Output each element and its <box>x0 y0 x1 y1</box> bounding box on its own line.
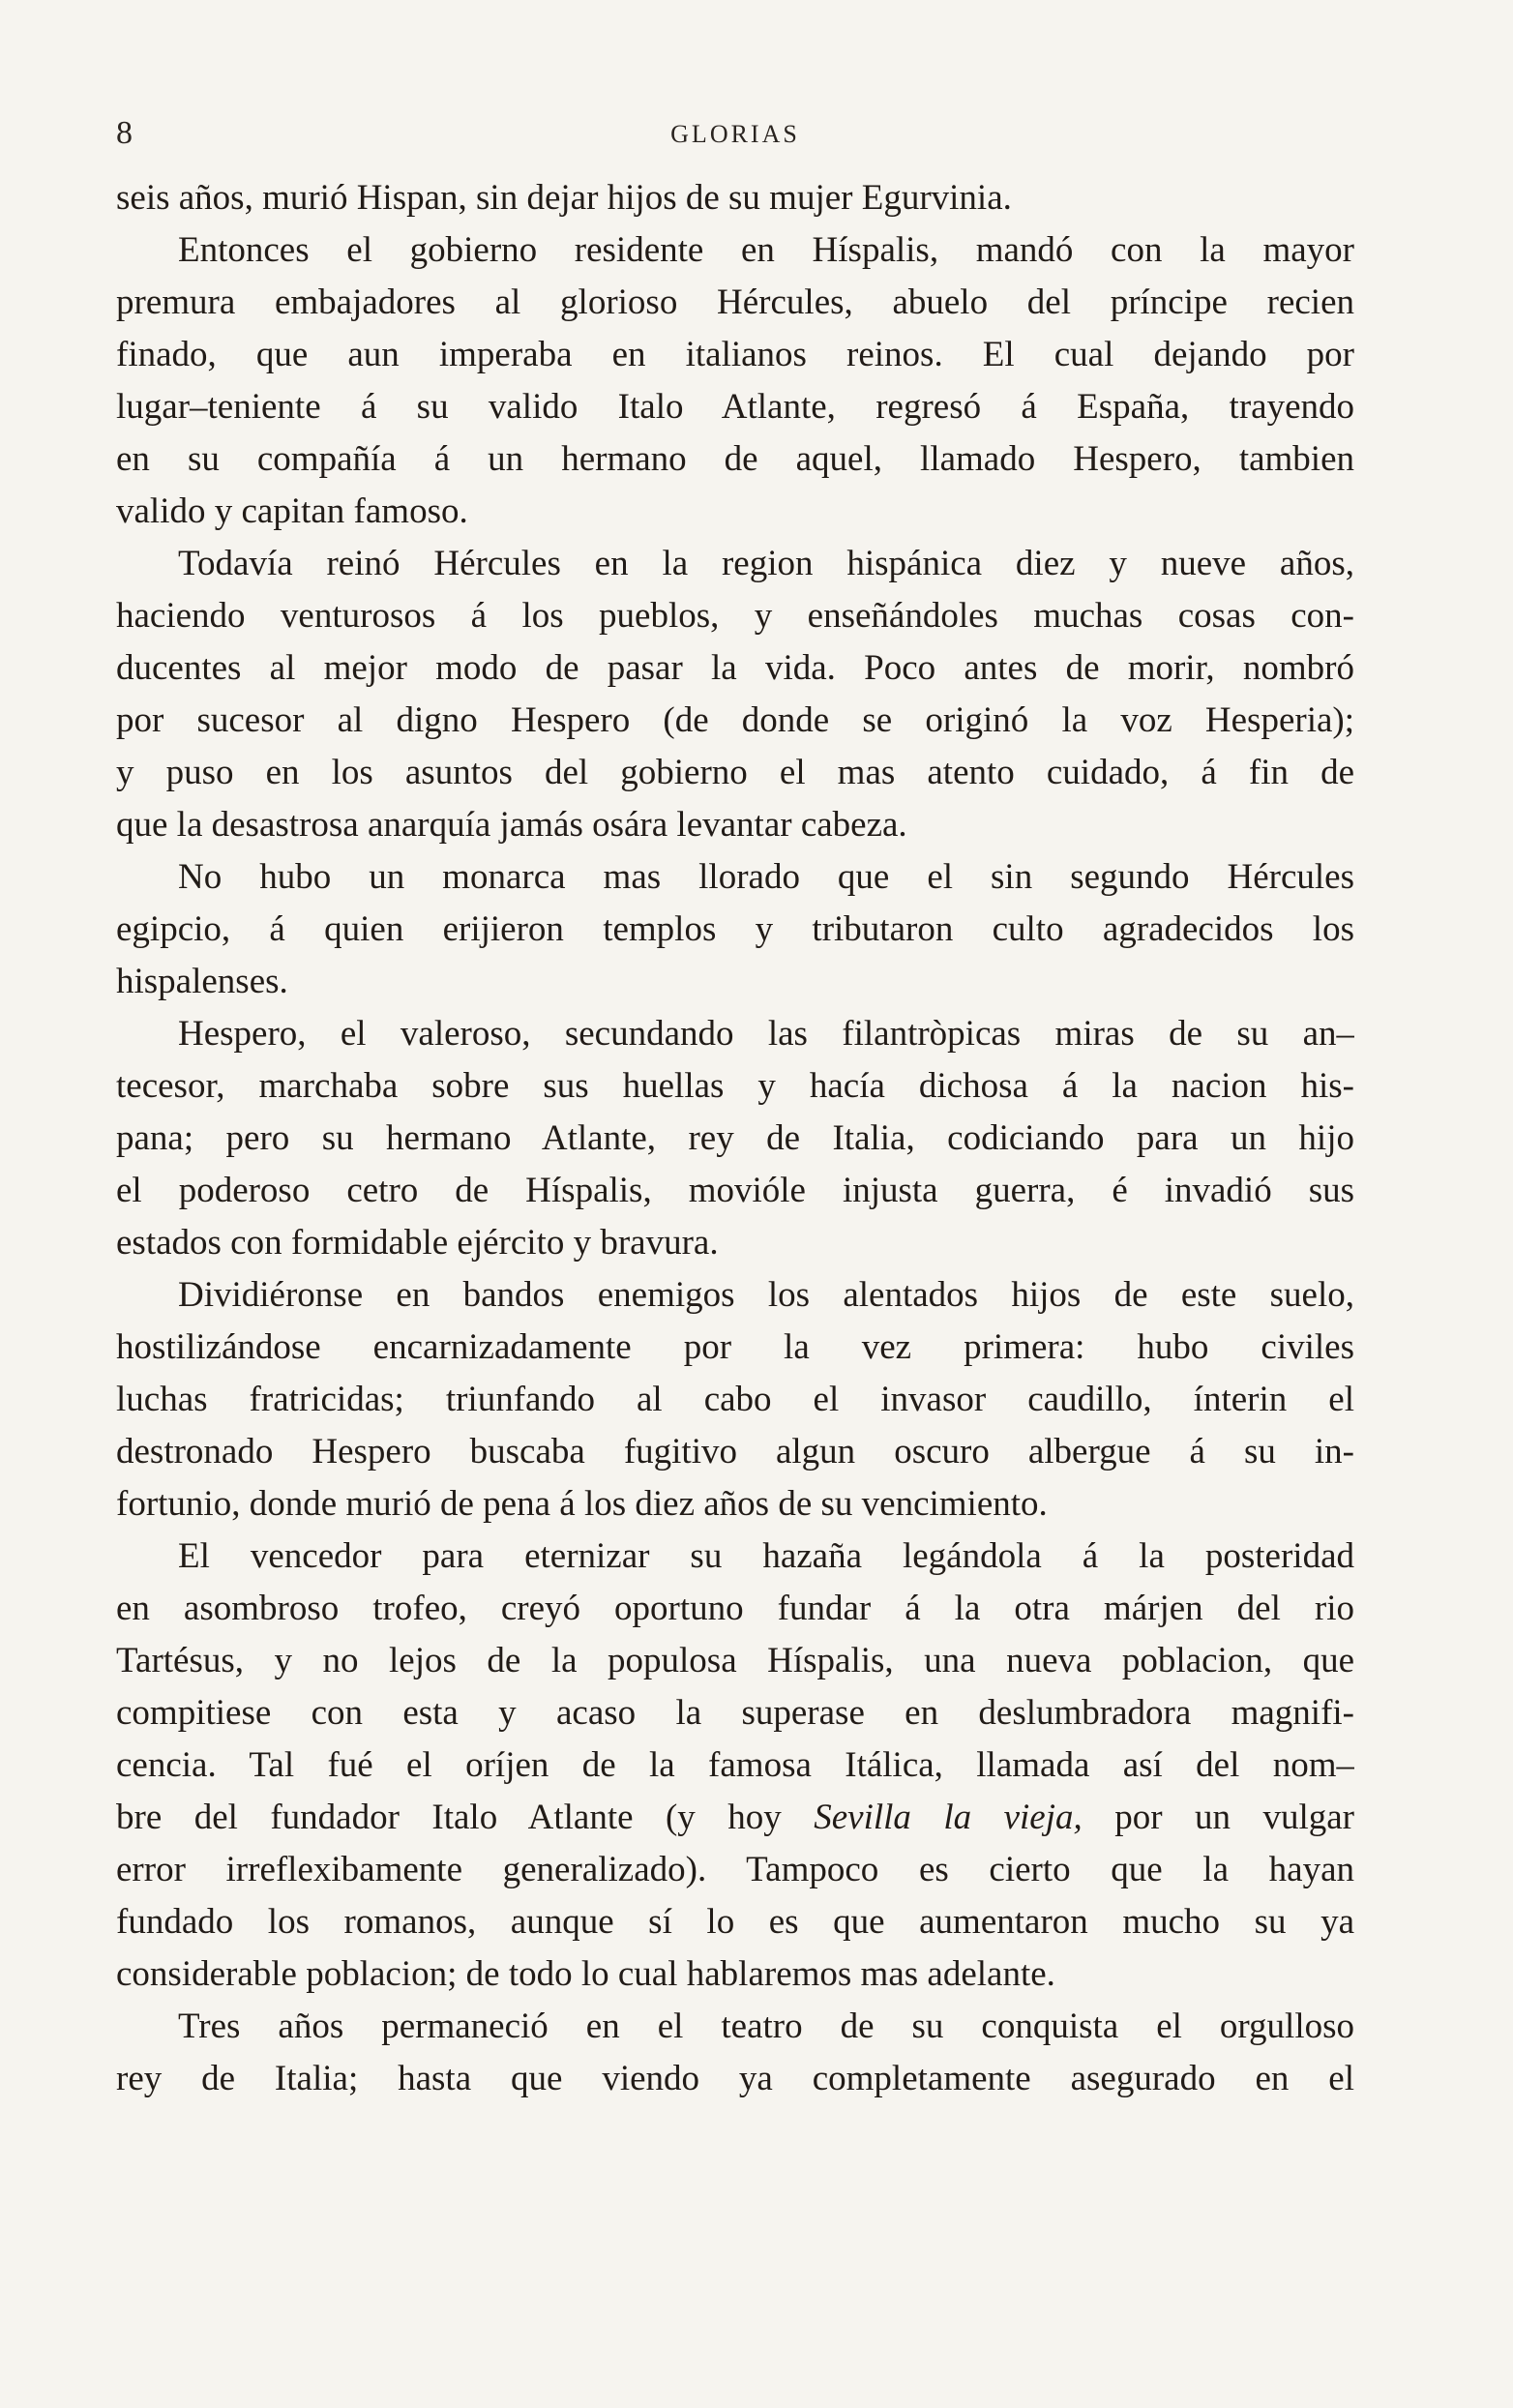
text-line: pana; pero su hermano Atlante, rey de Italia, codiciando para un hijo <box>116 1118 1354 1158</box>
text-line <box>116 1792 1354 1844</box>
text-line: en su compañía á un hermano de aquel, llamado Hespero, tambien <box>116 439 1354 479</box>
text-line: seis años, murió Hispan, sin dejar hijos de su mujer Egurvinia. <box>116 178 1012 218</box>
text-line: haciendo venturosos á los pueblos, y enseñándoles muchas cosas con- <box>116 596 1354 636</box>
text-line: ducentes al mejor modo de pasar la vida. Poco antes de morir, nombró <box>116 648 1354 688</box>
text-line: Tres años permaneció en el teatro de su conquista el orgulloso <box>178 2007 1354 2046</box>
text-line: finado, que aun imperaba en italianos reinos. El cual dejando por <box>116 335 1354 374</box>
text-line: fortunio, donde murió de pena á los diez años de su vencimiento. <box>116 1484 1048 1524</box>
text-line: El vencedor para eternizar su hazaña legándola á la posteridad <box>178 1536 1354 1576</box>
text-line: fundado los romanos, aunque sí lo es que aumentaron mucho su ya <box>116 1902 1354 1942</box>
text-line: destronado Hespero buscaba fugitivo algun oscuro albergue á su in- <box>116 1432 1354 1472</box>
italic-phrase: Sevilla la vieja, <box>814 1798 1083 1837</box>
text-line: hostilizándose encarnizadamente por la vez primera: hubo civiles <box>116 1327 1354 1367</box>
text-line: premura embajadores al glorioso Hércules, abuelo del príncipe recien <box>116 282 1354 322</box>
text-line: egipcio, á quien erijieron templos y tributaron culto agradecidos los <box>116 909 1354 949</box>
text-line: cencia. Tal fué el oríjen de la famosa Itálica, llamada así del nom– <box>116 1745 1354 1785</box>
page-number: 8 <box>116 115 133 151</box>
text-line: compitiese con esta y acaso la superase en deslumbradora magnifi- <box>116 1693 1354 1733</box>
text-line: el poderoso cetro de Híspalis, movióle injusta guerra, é invadió sus <box>116 1171 1354 1210</box>
text-line: error irreflexibamente generalizado). Tampoco es cierto que la hayan <box>116 1850 1354 1889</box>
text-line: Tartésus, y no lejos de la populosa Híspalis, una nueva poblacion, que <box>116 1641 1354 1680</box>
text-line: rey de Italia; hasta que viendo ya completamente asegurado en el <box>116 2059 1354 2098</box>
text-line: tecesor, marchaba sobre sus huellas y hacía dichosa á la nacion his- <box>116 1066 1354 1106</box>
text-line: hispalenses. <box>116 962 288 1001</box>
running-head: GLORIAS <box>670 120 800 148</box>
text-line: Hespero, el valeroso, secundando las filantròpicas miras de su an– <box>178 1014 1354 1054</box>
text-line: valido y capitan famoso. <box>116 491 468 531</box>
text-line: lugar–teniente á su valido Italo Atlante, regresó á España, trayendo <box>116 387 1354 427</box>
text-line: Todavía reinó Hércules en la region hispánica diez y nueve años, <box>178 544 1354 583</box>
text-line: Dividiéronse en bandos enemigos los alentados hijos de este suelo, <box>178 1275 1354 1315</box>
text-line: considerable poblacion; de todo lo cual hablaremos mas adelante. <box>116 1954 1055 1994</box>
text-line: luchas fratricidas; triunfando al cabo el invasor caudillo, ínterin el <box>116 1380 1354 1419</box>
text-segment: bre del fundador Italo Atlante (y hoy <box>116 1798 815 1837</box>
text-line: estados con formidable ejército y bravura. <box>116 1223 719 1263</box>
text-segment: por un vulgar <box>1082 1798 1354 1837</box>
page-header <box>116 114 1354 153</box>
text-line: No hubo un monarca mas llorado que el sin segundo Hércules <box>178 857 1354 897</box>
text-line: y puso en los asuntos del gobierno el mas atento cuidado, á fin de <box>116 753 1354 792</box>
body-text <box>116 172 1354 2105</box>
text-line: que la desastrosa anarquía jamás osára levantar cabeza. <box>116 805 907 845</box>
text-line: por sucesor al digno Hespero (de donde se originó la voz Hesperia); <box>116 700 1354 740</box>
text-line: en asombroso trofeo, creyó oportuno fundar á la otra márjen del rio <box>116 1589 1354 1628</box>
text-line: Entonces el gobierno residente en Híspalis, mandó con la mayor <box>178 230 1354 270</box>
